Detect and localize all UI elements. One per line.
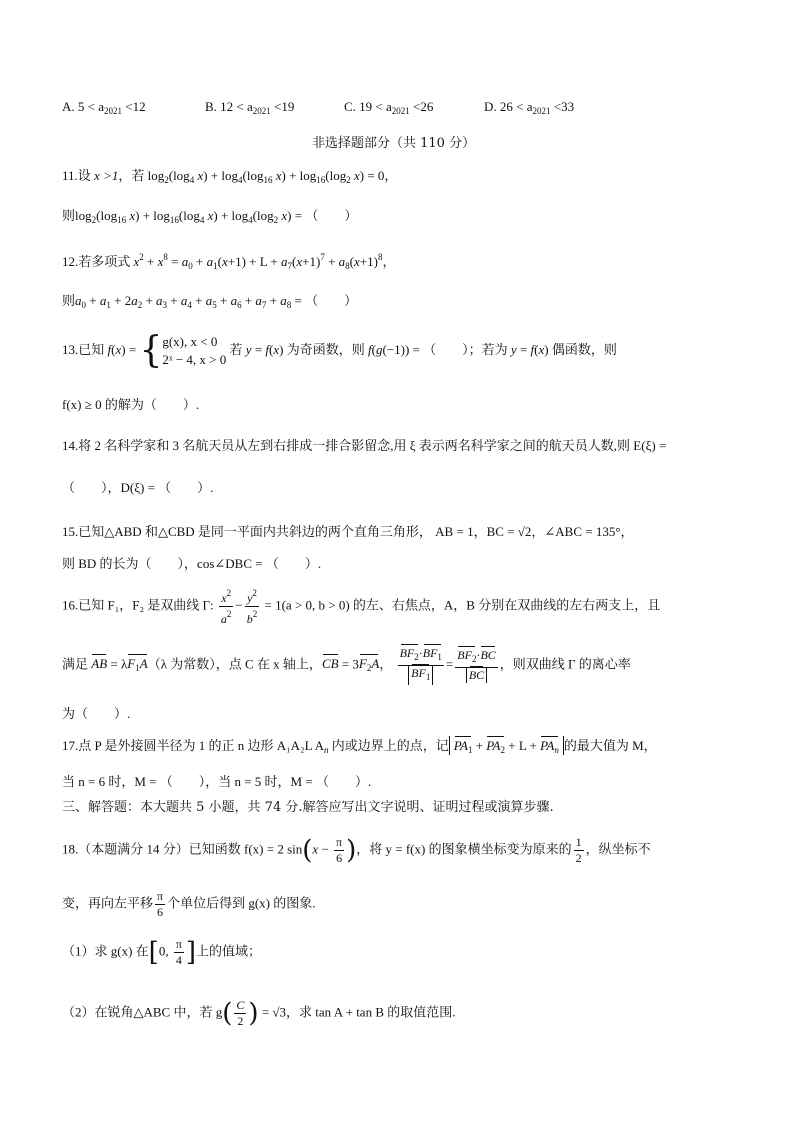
question-15-line1: 15.已知△ABD 和△CBD 是同一平面内共斜边的两个直角三角形， AB = 1，BC = √2，∠ABC = 135°，: [62, 524, 634, 539]
question-18-line2: 变，再向左平移 $\frac{\pi}{6}$ 个单位后得到 g(x) 的图象.: [62, 889, 316, 919]
question-18-line1: 18.（本题满分 14 分）已知函数 f(x) = 2 sin(x − $\frac{\pi}{6}$ )，将 y = f(x) 的图象横坐标变为原来的 $\frac{1}{2}$ ，纵坐标不: [62, 835, 651, 866]
question-17-line2: 当 n = 6 时，M = （ ），当 n = 5 时，M = （ ）.: [62, 774, 372, 789]
section-title: 非选择题部分（共 110 分）: [312, 136, 476, 151]
question-14-line1: 14.将 2 名科学家和 3 名航天员从左到右排成一排合影留念,用 ξ 表示两名科学家之间的航天员人数,则 E(ξ) =: [62, 438, 667, 453]
question-12-line1: 12.若多项式 $x^2 + x^8 = a_0 + a_1(x+1) + L + a_7(x+1)^7 + a_8(x+1)^8$，: [62, 252, 396, 271]
section-3-heading: 三、解答题：本大题共 5 小题，共 74 分.解答应写出文字说明、证明过程或演算步骤.: [62, 800, 554, 815]
option-d: D. $26 < a_{2021} <33$: [484, 99, 575, 116]
left-brace-icon: {: [139, 330, 163, 371]
option-a: A. $5 < a_{2021} <12$: [62, 99, 146, 116]
option-b: B. $12 < a_{2021} <19$: [205, 99, 295, 116]
question-17-line1: 17.点 P 是外接圆半径为 1 的正 n 边形 A₁A₂L $A_n$ 内或边界上的点，记 $PA_1 + PA_2 + L + PA_n$ 的最大值为 M，: [62, 738, 657, 755]
option-c: C. $19 < a_{2021} <26$: [344, 99, 434, 116]
question-18-part1: （1）求 g(x) 在[0, $\frac{\pi}{4}$ ]上的值域；: [62, 937, 262, 968]
question-15-line2: 则 BD 的长为（ ），cos∠DBC = （ ）.: [62, 556, 322, 571]
question-16-line2: 满足 AB = $\lambda F_1A(\lambda$ 为常数），点 C 在 x 轴上，CB = $3F_2A$， $\frac{BF_2\cdot BF_1}{BF_1}$ = $\frac{BF_2\cdot BC}{BC}$ ，则双曲线 Γ 的离心率: [62, 646, 631, 685]
question-11-line2: 则$\log_2(\log_{16}$ $x) + \log_{16}(\log_4$ $x) + \log_4(\log_2$ x) = （ ）: [62, 208, 358, 225]
question-18-part2: （2）在锐角△ABC 中，若 g( $\frac{C}{2}$ ) = √3，求 tan A + tan B 的取值范围.: [62, 998, 456, 1029]
question-13-line1: 13.已知 f(x) = { g(x), x < 0 2ˣ − 4, x > 0 若 y = f(x) 为奇函数，则 f(g(−1)) = （ ）；若为 y = f(x) 偶函数，则: [62, 330, 617, 371]
question-11-line1: 11.设 x >1，若 $\log_2(\log_4$ $x) + \log_4(\log_{16}$ $x) + \log_{16}(\log_2$ x) = 0，: [62, 168, 398, 185]
question-16-line3: 为（ ）.: [62, 706, 131, 721]
question-13-line2: f(x) ≥ 0 的解为（ ）.: [62, 397, 200, 412]
question-16-line1: 16.已知 F₁，F₂ 是双曲线 Γ: $\frac{x^2}{a^2}$ − $\frac{y^2}{b^2}$ = 1(a > 0, b > 0) 的左、右焦点，A，B 分别在双曲线的左右两支上，且: [62, 588, 661, 626]
question-12-line2: 则$a_0 + a_1 + 2a_2 + a_3 + a_4 + a_5 + a_6 + a_7 + a_8$ = （ ）: [62, 293, 358, 310]
question-14-line2: （ ），D(ξ) = （ ）.: [62, 480, 214, 495]
